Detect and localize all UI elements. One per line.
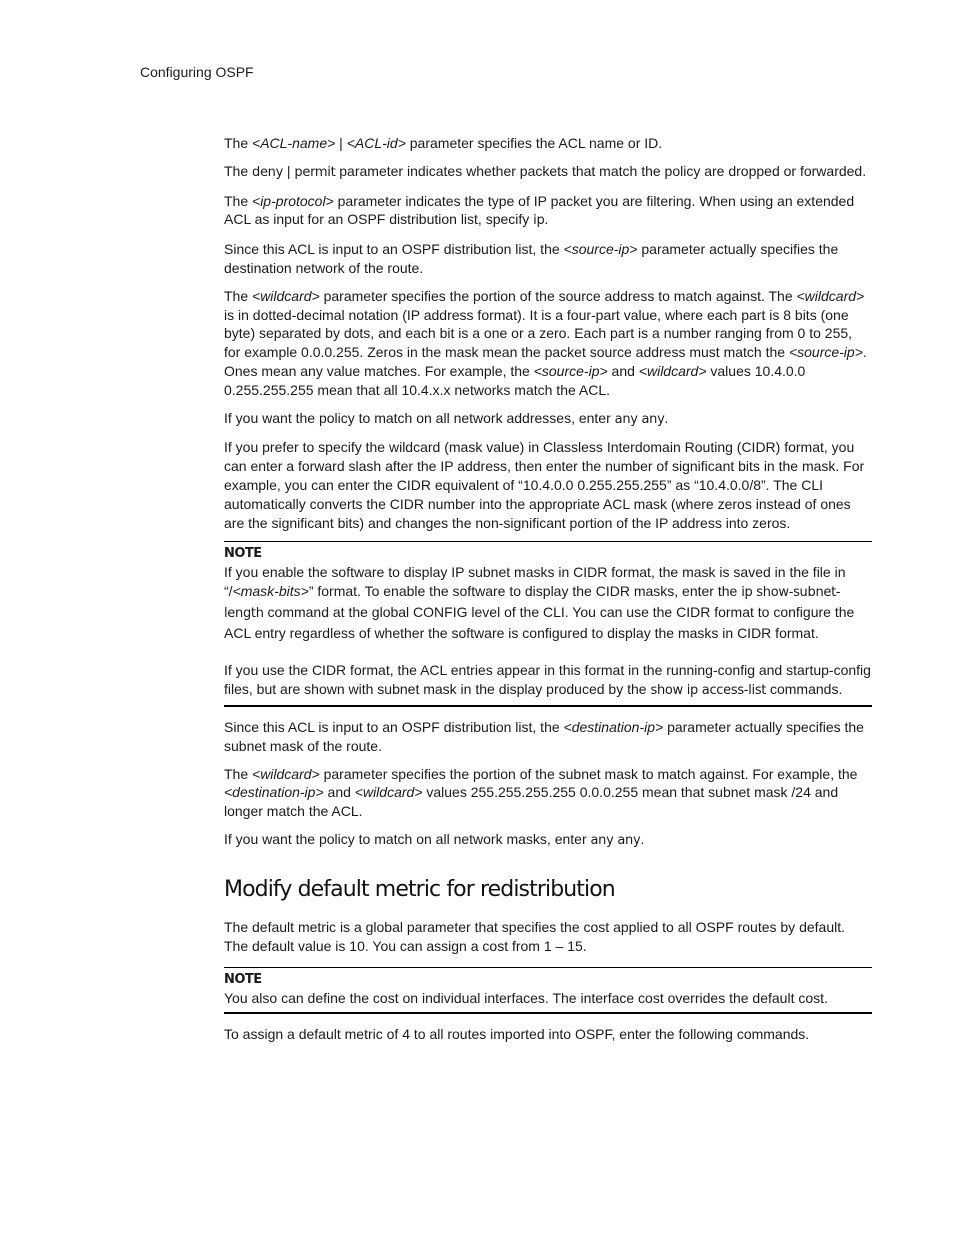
interface-cost-note: [224, 967, 872, 1014]
note-label: NOTE: [224, 972, 262, 988]
cidr-paragraph: If you prefer to specify the wildcard (mask value) in Classless Interdomain Routing (CIDR) format, you can enter a forward slash after the IP address, then enter the number of significant bits in the mask. For example, you can enter the CIDR equivalent of “10.4.0.0 0.255.255.255” as “10.4.0.0/8”. The CLI automatically converts the CIDR number into the appropriate ACL mask (where zeros instead of ones are the significant bits) and changes the non-significant portion of the IP address into zeros.: [224, 439, 865, 531]
any-any-address-paragraph: If you want the policy to match on all network addresses, enter any any.: [224, 409, 669, 427]
mask-wildcard-paragraph: The <wildcard> parameter specifies the portion of the subnet mask to match against. For example, the <destination-ip> and <wildcard> values 255.255.255.255 0.0.0.255 mean that subnet mask /24 and longer match the ACL.: [224, 765, 858, 820]
document-body: [224, 134, 872, 1053]
note-text: You also can define the cost on individual interfaces. The interface cost overrides the default cost.: [224, 990, 828, 1007]
cidr-note: [224, 541, 872, 707]
deny-permit-paragraph: The deny | permit parameter indicates whether packets that match the policy are dropped or forwarded.: [224, 162, 867, 180]
source-ip-paragraph: Since this ACL is input to an OSPF distribution list, the <source-ip> parameter actually specifies the destination network of the route.: [224, 241, 839, 276]
section-heading: Modify default metric for redistribution: [224, 876, 615, 902]
default-metric-paragraph: The default metric is a global parameter that specifies the cost applied to all OSPF routes by default. The default value is 10. You can assign a cost from 1 – 15.: [224, 918, 845, 954]
any-any-mask-paragraph: If you want the policy to match on all network masks, enter any any.: [224, 830, 645, 848]
note-label: NOTE: [224, 546, 262, 562]
note-text: If you use the CIDR format, the ACL entries appear in this format in the running-config and startup-config files, but are shown with subnet mask in the display produced by the show ip access-list commands.: [224, 662, 871, 699]
ip-protocol-paragraph: The <ip-protocol> parameter indicates the type of IP packet you are filtering. When using an extended ACL as input for an OSPF distribution list, specify ip.: [224, 192, 855, 229]
acl-name-paragraph: The <ACL-name> | <ACL-id> parameter specifies the ACL name or ID.: [224, 135, 663, 151]
destination-ip-paragraph: Since this ACL is input to an OSPF distribution list, the <destination-ip> parameter actually specifies the subnet mask of the route.: [224, 718, 864, 754]
note-text: If you enable the software to display IP subnet masks in CIDR format, the mask is saved in the file in “/<mask-bits>” format. To enable the software to display the CIDR masks, enter the ip show-subnet-length command at the global CONFIG level of the CLI. You can use the CIDR format to configure the ACL entry regardless of whether the software is configured to display the masks in CIDR format.: [224, 564, 855, 641]
assign-metric-paragraph: To assign a default metric of 4 to all routes imported into OSPF, enter the following commands.: [224, 1026, 810, 1043]
running-header: Configuring OSPF: [140, 64, 254, 80]
wildcard-paragraph: The <wildcard> parameter specifies the portion of the source address to match against. The <wildcard> is in dotted-decimal notation (IP address format). It is a four-part value, where each part is 8 bits (one byte) separated by dots, and each bit is a one or a zero. Each part is a number ranging from 0 to 255, for example 0.0.0.255. Zeros in the mask mean the packet source address must match the <source-ip>. Ones mean any value matches. For example, the <source-ip> and <wildcard> values 10.4.0.0 0.255.255.255 mean that all 10.4.x.x networks match the ACL.: [224, 287, 867, 398]
